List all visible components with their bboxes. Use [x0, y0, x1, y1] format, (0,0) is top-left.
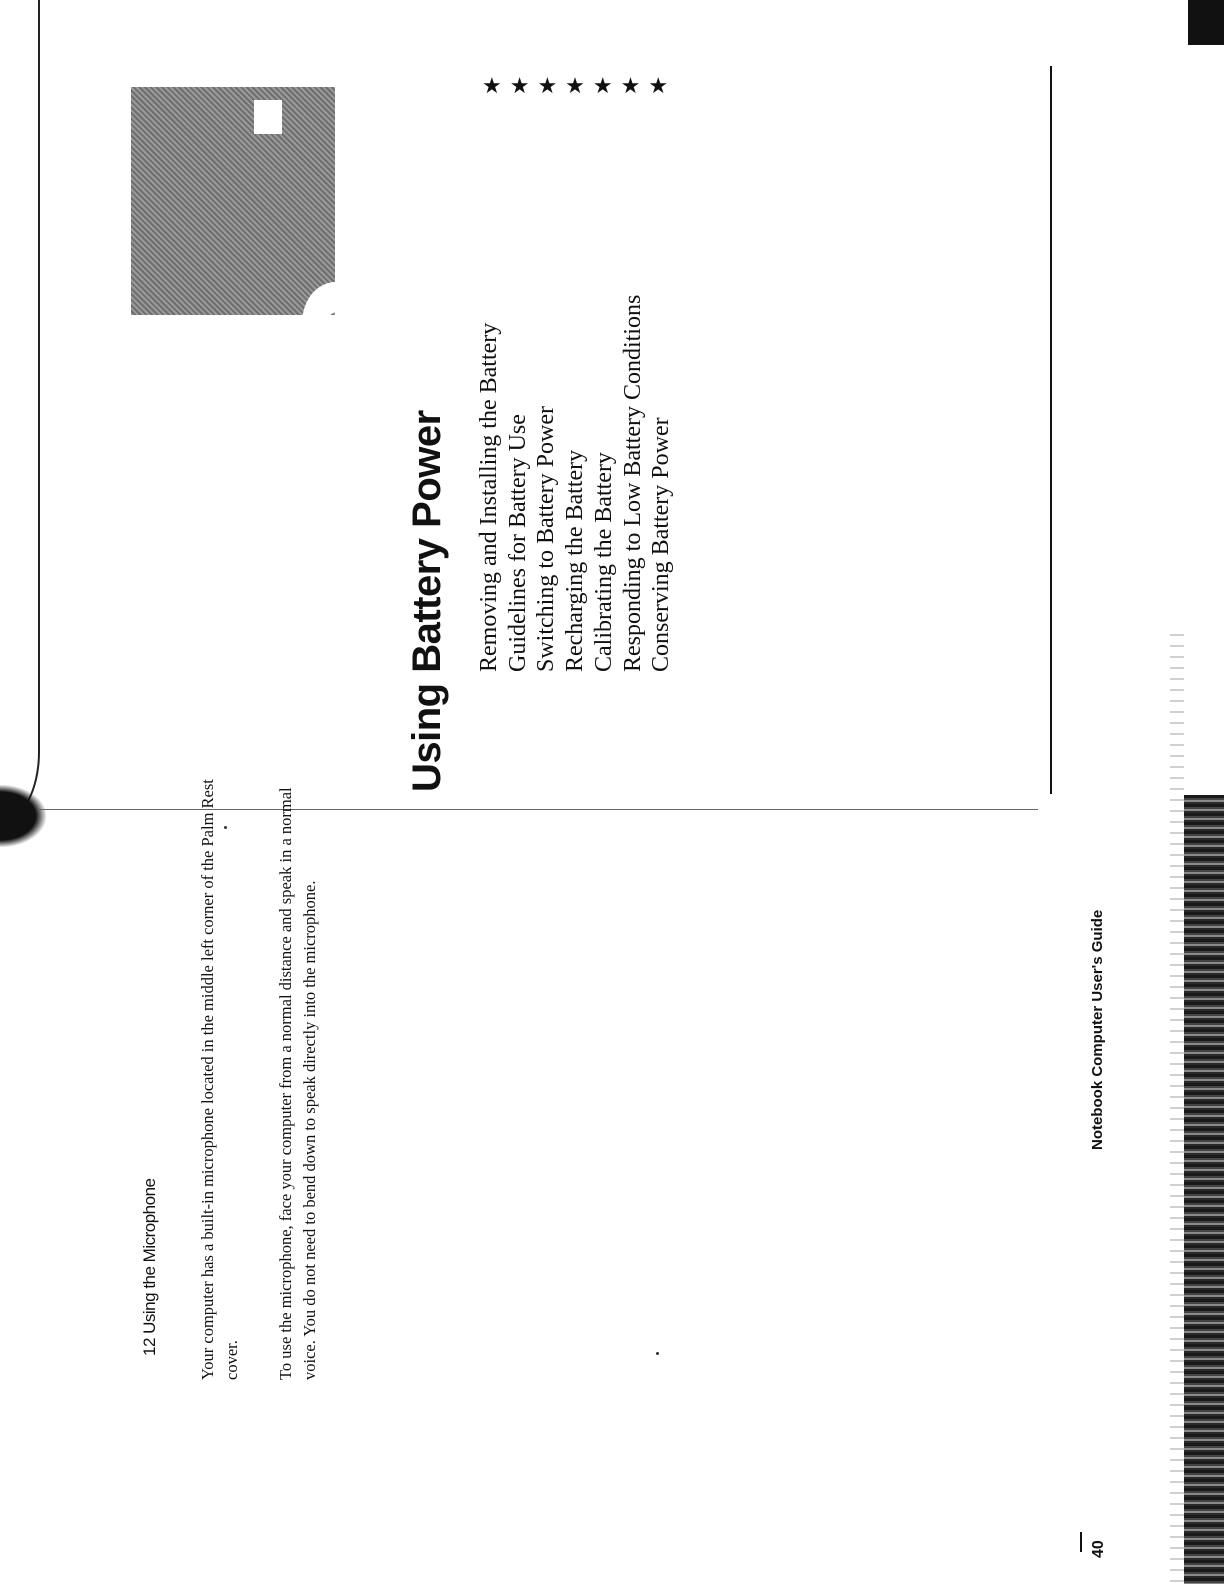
- toc-item: Switching to Battery Power: [533, 406, 560, 672]
- page-curl-edge: [0, 0, 40, 822]
- paragraph-line: cover.: [222, 1340, 241, 1380]
- book-title-footer: Notebook Computer User's Guide: [1089, 909, 1106, 1150]
- body-paragraph: [274, 787, 322, 1380]
- toc-item: Recharging the Battery: [562, 449, 589, 672]
- scan-edge-shadow: [1184, 795, 1224, 1584]
- page-number-rule: [1080, 1532, 1082, 1552]
- toc-item: Calibrating the Battery: [590, 452, 617, 672]
- body-paragraph: [196, 779, 244, 1380]
- scan-edge-noise: [1170, 630, 1184, 1584]
- scan-speck: [656, 1352, 659, 1355]
- binding-shadow: [0, 785, 46, 847]
- page-number: 40: [1090, 1540, 1107, 1558]
- scan-corner-mark: [1188, 0, 1224, 45]
- toc-item: Guidelines for Battery Use: [504, 414, 531, 672]
- chapter-toc: [475, 295, 676, 672]
- chapter-number-badge: [131, 87, 493, 387]
- section-heading: 12 Using the Microphone: [140, 1178, 159, 1356]
- chapter-badge-square: [254, 100, 282, 134]
- toc-item: Conserving Battery Power: [648, 417, 675, 672]
- chapter-stars: ★★★★★★★: [482, 73, 677, 98]
- chapter-title: Using Battery Power: [405, 410, 449, 792]
- paragraph-line: Your computer has a built-in microphone located in the middle left corner of the Palm Rest: [198, 779, 217, 1380]
- chapter-rule: [1050, 66, 1052, 794]
- toc-item: Responding to Low Battery Conditions: [619, 294, 646, 672]
- paragraph-line: voice. You do not need to bend down to speak directly into the microphone.: [300, 880, 319, 1380]
- page-fold-line: [38, 809, 1038, 810]
- toc-item: Removing and Installing the Battery: [476, 322, 502, 672]
- scan-speck: [224, 826, 227, 829]
- paragraph-line: To use the microphone, face your computer from a normal distance and speak in a normal: [276, 787, 295, 1380]
- chapter-number: 3: [258, 270, 493, 387]
